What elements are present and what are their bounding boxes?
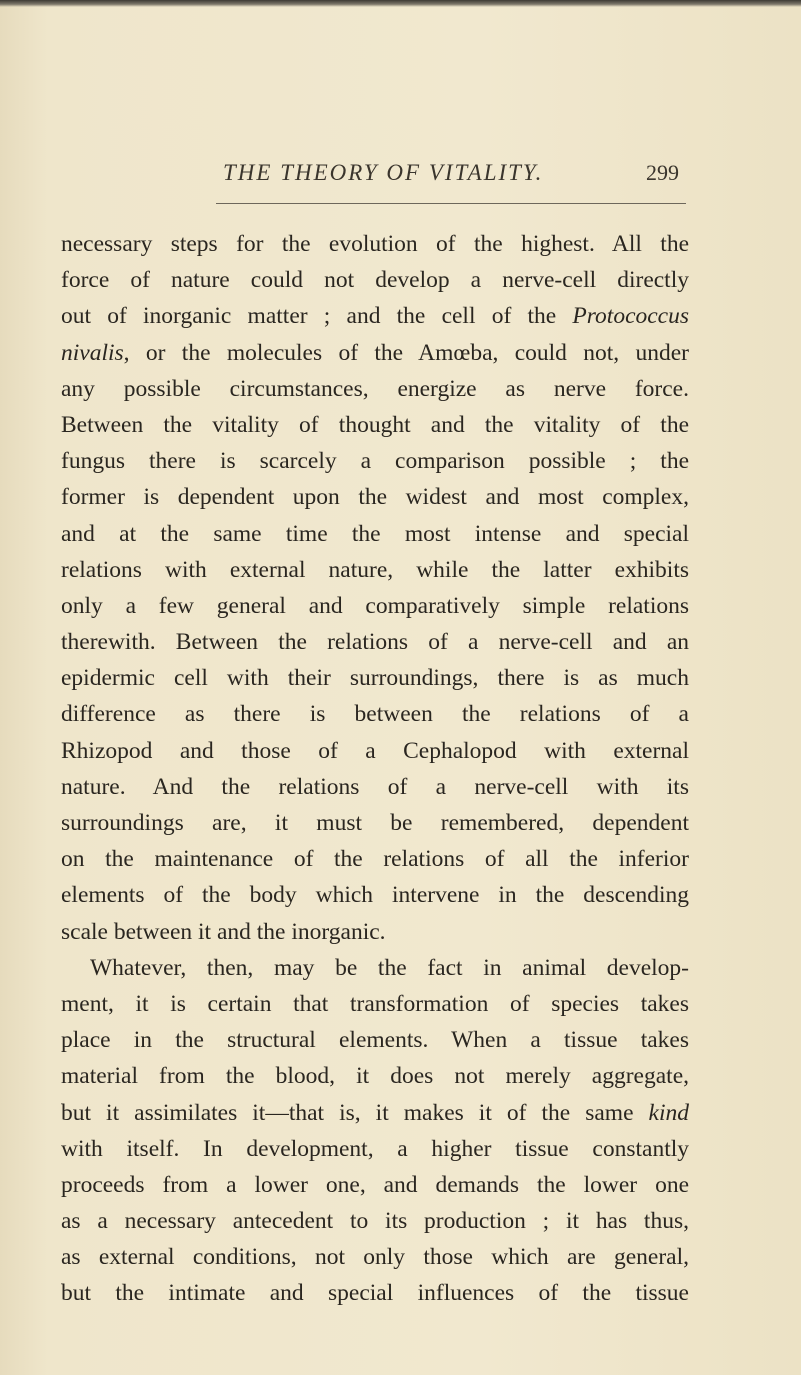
text-line: Whatever, then, may be the fact in animal develop- bbox=[90, 954, 689, 981]
text-line: Between the vitality of thought and the vitality of the bbox=[61, 411, 689, 438]
body-text bbox=[61, 226, 689, 1312]
text-line: difference as there is between the relations of a bbox=[61, 701, 689, 728]
italic-term: kind bbox=[648, 1099, 689, 1126]
text-line: with itself. In development, a higher tissue constantly bbox=[61, 1135, 689, 1162]
text-line: nature. And the relations of a nerve-cell with its bbox=[61, 773, 689, 800]
text-line: fungus there is scarcely a comparison possible ; the bbox=[61, 448, 689, 475]
text-line: therewith. Between the relations of a nerve-cell and an bbox=[61, 629, 689, 656]
text-line: force of nature could not develop a nerve-cell directly bbox=[61, 267, 689, 294]
italic-term: Protococcus bbox=[572, 303, 689, 330]
text-line: necessary steps for the evolution of the highest. All the bbox=[61, 231, 689, 257]
page-number: 299 bbox=[646, 160, 679, 185]
text-line: Rhizopod and those of a Cephalopod with external bbox=[61, 737, 689, 764]
text-line: as external conditions, not only those which are general, bbox=[61, 1244, 689, 1271]
text-line: scale between it and the inorganic. bbox=[61, 918, 386, 945]
text-line: but it assimilates it—that is, it makes it of the same kind bbox=[61, 1099, 689, 1126]
text-line: but the intimate and special influences of the tissue bbox=[61, 1280, 689, 1307]
text-line: epidermic cell with their surroundings, there is as much bbox=[61, 665, 689, 692]
text-line: ment, it is certain that transformation of species takes bbox=[61, 990, 689, 1017]
text-line: any possible circumstances, energize as nerve force. bbox=[61, 375, 689, 402]
text-line: nivalis, or the molecules of the Amœba, could not, under bbox=[61, 339, 689, 366]
text-line: material from the blood, it does not merely aggregate, bbox=[61, 1063, 689, 1090]
text-line: proceeds from a lower one, and demands the lower one bbox=[61, 1171, 689, 1198]
running-head bbox=[0, 160, 801, 196]
text-line: out of inorganic matter ; and the cell of the Protococcus bbox=[61, 303, 689, 330]
text-line: elements of the body which intervene in the descending bbox=[61, 882, 689, 909]
text-line: surroundings are, it must be remembered, dependent bbox=[61, 810, 689, 836]
text-line: relations with external nature, while the latter exhibits bbox=[61, 556, 689, 583]
top-edge-shadow bbox=[0, 0, 801, 7]
text-line: on the maintenance of the relations of all the inferior bbox=[61, 846, 689, 873]
text-line: only a few general and comparatively simple relations bbox=[61, 592, 689, 619]
text-line: place in the structural elements. When a tissue takes bbox=[61, 1027, 689, 1054]
text-line: former is dependent upon the widest and most complex, bbox=[61, 484, 689, 511]
text-line: and at the same time the most intense and special bbox=[61, 520, 689, 547]
header-rule bbox=[216, 203, 686, 204]
italic-term: nivalis bbox=[61, 339, 124, 366]
text-line: as a necessary antecedent to its production ; it has thus, bbox=[61, 1208, 689, 1235]
running-title: THE THEORY OF VITALITY. bbox=[223, 160, 544, 185]
